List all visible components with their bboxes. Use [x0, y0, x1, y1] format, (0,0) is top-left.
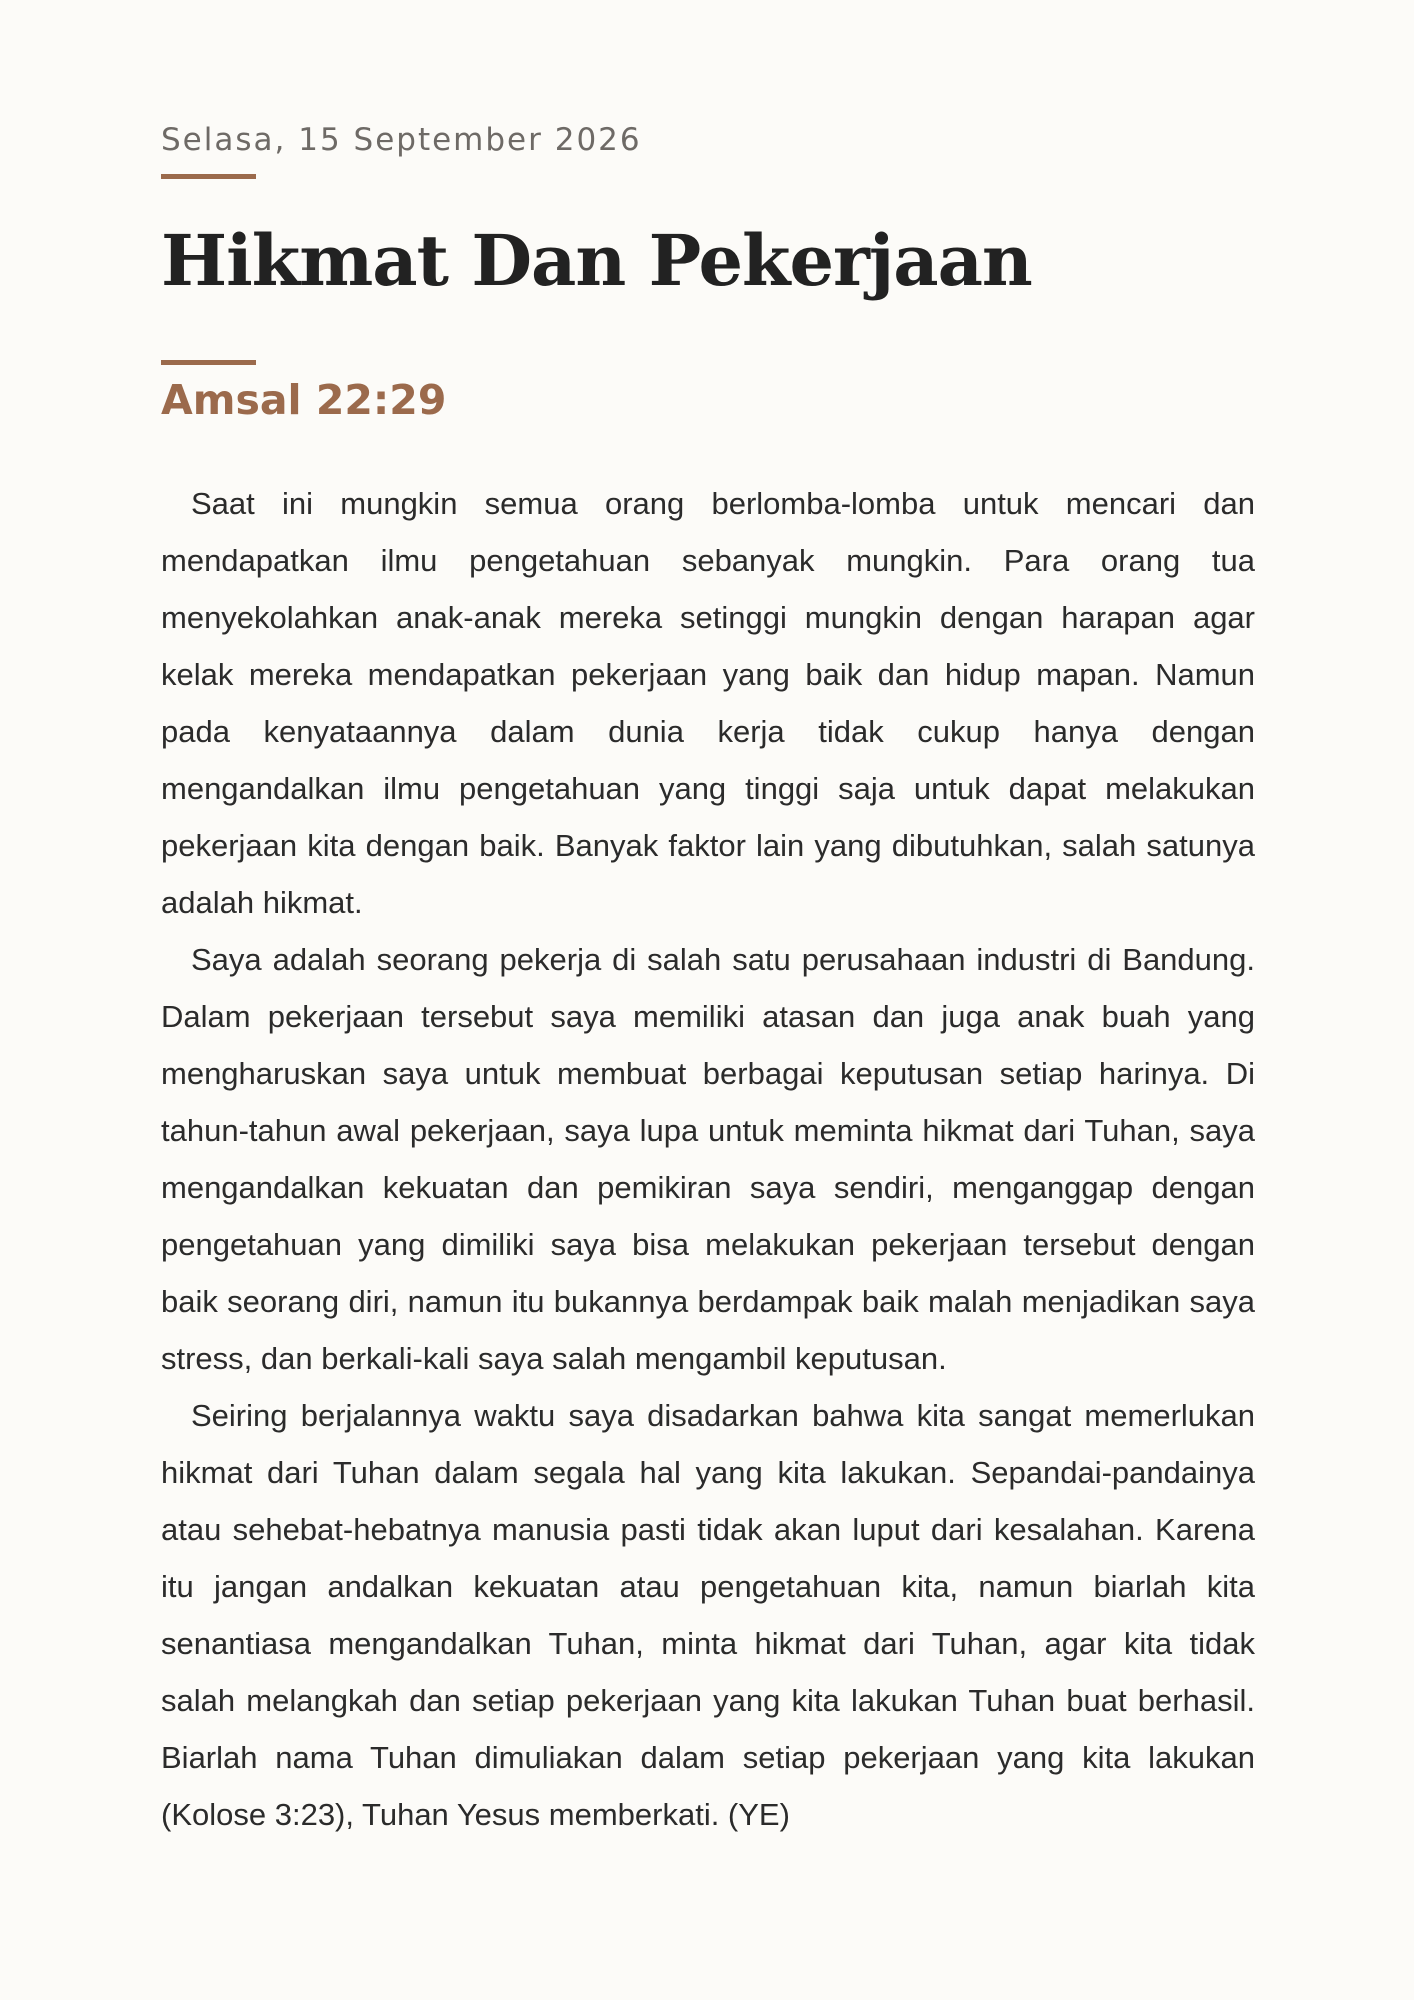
- body-paragraph: Saat ini mungkin semua orang berlomba-lomba untuk mencari dan mendapatkan ilmu pengetahuan sebanyak mungkin. Para orang tua menyekolahkan anak-anak mereka setinggi mungkin dengan harapan agar kelak mereka mendapatkan pekerjaan yang baik dan hidup mapan. Namun pada kenyataannya dalam dunia kerja tidak cukup hanya dengan mengandalkan ilmu pengetahuan yang tinggi saja untuk dapat melakukan pekerjaan kita dengan baik. Banyak faktor lain yang dibutuhkan, salah satunya adalah hikmat.: [161, 486, 1255, 920]
- accent-divider-verse: [161, 360, 256, 365]
- accent-divider-top: [161, 174, 256, 179]
- article-body: [161, 475, 1255, 1843]
- scripture-reference: Amsal 22:29: [161, 376, 447, 424]
- body-paragraph: Saya adalah seorang pekerja di salah satu perusahaan industri di Bandung. Dalam pekerjaan tersebut saya memiliki atasan dan juga anak buah yang mengharuskan saya untuk membuat berbagai keputusan setiap harinya. Di tahun-tahun awal pekerjaan, saya lupa untuk meminta hikmat dari Tuhan, saya mengandalkan kekuatan dan pemikiran saya sendiri, menganggap dengan pengetahuan yang dimiliki saya bisa melakukan pekerjaan tersebut dengan baik seorang diri, namun itu bukannya berdampak baik malah menjadikan saya stress, dan berkali-kali saya salah mengambil keputusan.: [161, 942, 1255, 1376]
- article-title: Hikmat Dan Pekerjaan: [161, 219, 1032, 302]
- body-paragraph: Seiring berjalannya waktu saya disadarkan bahwa kita sangat memerlukan hikmat dari Tuhan dalam segala hal yang kita lakukan. Sepandai-pandainya atau sehebat-hebatnya manusia pasti tidak akan luput dari kesalahan. Karena itu jangan andalkan kekuatan atau pengetahuan kita, namun biarlah kita senantiasa mengandalkan Tuhan, minta hikmat dari Tuhan, agar kita tidak salah melangkah dan setiap pekerjaan yang kita lakukan Tuhan buat berhasil. Biarlah nama Tuhan dimuliakan dalam setiap pekerjaan yang kita lakukan (Kolose 3:23), Tuhan Yesus memberkati. (YE): [161, 1398, 1255, 1832]
- article-date: Selasa, 15 September 2026: [161, 122, 642, 158]
